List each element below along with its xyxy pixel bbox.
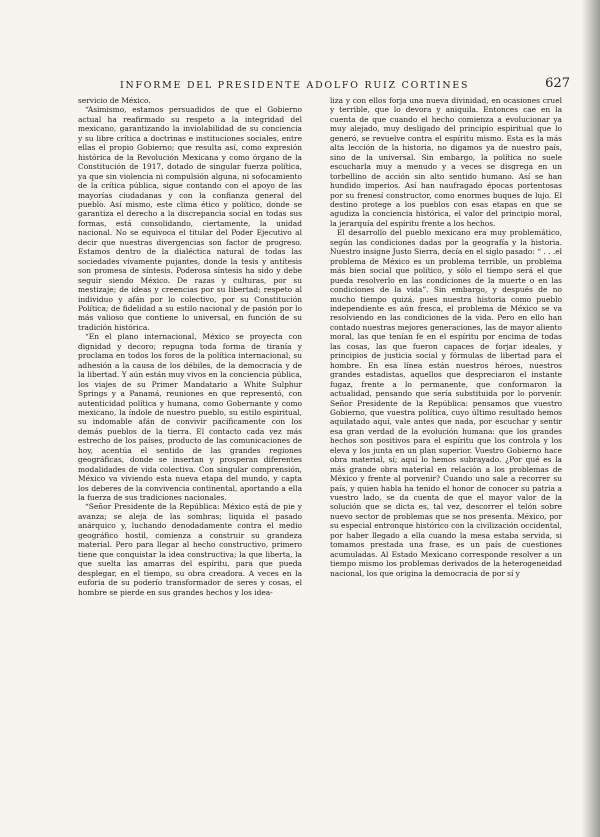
- paragraph: servicio de México.: [78, 96, 151, 105]
- paragraph: “Señor Presidente de la República: México está de pie y avanza; se aleja de las sombras; liquida el pasado anárquico y, luchando denodadamente contra el medio geográfico hostil, comienza a construir su grandeza material. Pero para llegar al hecho constructivo, primero tiene que conquistar la idea constructiva; la que liberta, la que suelta las amarras del espíritu, para que pueda desplegar, en el tiempo, su obra creadora. A veces en la euforia de su poderío transformador de seres y cosas, el hombre se pierde en sus grandes hechos y los idea-: [78, 502, 302, 597]
- paragraph: “Asimismo, estamos persuadidos de que el Gobierno actual ha reafirmado su respeto a la integridad del mexicano, garantizando la inviolabilidad de su conciencia y su libre crítica a doctrinas e instituciones sociales, entre ellas el propio Gobierno; que resulta así, como expresión histórica de la Revolución Mexicana y como órgano de la Constitución de 1917, dotado de singular fuerza política, ya que sin violencia ni compulsión alguna, ni sofocamiento de la crítica pública, sigue contando con el apoyo de las mayorías ciudadanas y con la confianza general del pueblo. Así mismo, este clima ético y político, donde se garantiza el derecho a la discrepancia social en todas sus formas, está consolidando, ciertamente, la unidad nacional. No se equivoca el titular del Poder Ejecutivo al decir que nuestras divergencias son factor de progreso. Estamos dentro de la dialéctica natural de todas las sociedades vivamente pujantes, donde la tesis y antítesis son promesa de síntesis. Poderosa síntesis ha sido y debe seguir siendo México. De razas y culturas, por su mestizaje; de ideas y creencias por su libertad; respeto al individuo y afán por lo colectivo, por su Constitución Política; de fidelidad a su estilo nacional y de pasión por lo más valioso que contiene lo universal, en función de su tradición histórica.: [78, 105, 302, 332]
- paragraph: El desarrollo del pueblo mexicano era muy problemático, según las condiciones dadas por la geografía y la historia. Nuestro insigne Justo Sierra, decía en el siglo pasado: “ . . .el problema de México es un problema terrible, un problema más bien social que político, y sólo el tiempo será el que pueda resolverlo en las condiciones de la muerte o en las condiciones de la vida”. Sin embargo, y después de no mucho tiempo quizá, pues nuestra historia como pueblo independiente es aún fresca, el problema de México se va resolviendo en las condiciones de la vida. Pero en ello han contado nuestras mejores generaciones, las de mayor aliento moral, las que tenían fe en el espíritu por encima de todas las cosas, las que fueron capaces de forjar ideales, y principios de justicia social y fórmulas de libertad para el hombre. En esa línea están nuestros héroes, nuestros grandes estadistas, aquellos que despreciaron el instante fugaz, frente a lo permanente, que conformaron la actualidad, pensando que sería substituida por lo porvenir. Señor Presidente de la República: pensamos que vuestro Gobierno, que vuestra política, cuyo último resultado hemos aquilatado aquí, vale antes que nada, por escuchar y sentir esa gran verdad de la evolución humana: que los grandes hechos son positivos para el espíritu que los controla y los eleva y los junta en un plan superior. Vuestro Gobierno hace obra material, sí; aquí lo hemos subrayado. ¿Por qué es la más grande obra material en relación a los problemas de México y frente al porvenir? Cuando uno sale a recorrer su país, y quien habla ha tenido el honor de conocer su patria a vuestro lado, se da cuenta de que el mayor valor de la solución que se dicta es, tal vez, descorrer el telón sobre nuevo sector de problemas que se nos presenta. México, por su especial entronque histórico con la civilización occidental, por haber llegado a ella cuando la mesa estaba servida, si tomamos prestada una frase, es un país de cuestiones acumuladas. Al Estado Mexicano corresponde resolver a un tiempo mismo los problemas derivados de la heterogeneidad nacional, los que origina la democracia de por sí y: [330, 228, 562, 578]
- left-column: [78, 96, 302, 597]
- page-number: 627: [545, 76, 570, 91]
- paragraph: “En el plano internacional, México se proyecta con dignidad y decoro; repugna toda forma de tiranía y proclama en todos los foros de la política internacional, su adhesión a la causa de los débiles, de la democracia y de la libertad. Y aún están muy vivos en la conciencia pública, los viajes de su Primer Mandatario a White Sulphur Springs y a Panamá, reuniones en que representó, con autenticidad política y humana, como Gobernante y como mexicano, la índole de nuestro pueblo, su estilo espiritual, su indomable afán de convivir pacíficamente con los demás pueblos de la tierra. El contacto cada vez más estrecho de los países, producto de las comunicaciones de hoy, acentúa el sentido de las grandes regiones geográficas, donde se insertan y prosperan diferentes modalidades de vida colectiva. Con singular comprensión, México va viviendo esta nueva etapa del mundo, y capta los deberes de la convivencia continental, aportando a ella la fuerza de sus tradiciones nacionales.: [78, 332, 302, 503]
- scan-edge-shadow: [582, 0, 600, 837]
- right-column: [330, 96, 562, 578]
- running-title: INFORME DEL PRESIDENTE ADOLFO RUIZ CORTINES: [120, 80, 470, 91]
- paragraph: liza y con ellos forja una nueva divinidad, en ocasiones cruel y terrible, que lo devora y aniquila. Entonces cae en la cuenta de que cuando el hecho comienza a evolucionar ya muy alejado, muy desligado del principio espiritual que lo generó, se revuelve contra el espíritu mismo. Esta es la más alta lección de la historia, no digamos ya de nuestro país, sino de la universal. Sin embargo, la política no suele escucharla muy a menudo y a veces se disgrega en un torbellino de acción sin alto sentido humano. Así se han hundido imperios. Así han naufragado épocas portentosas por su frenesí constructor, como enormes buques de lujo. El destino protege a los pueblos con esas etapas en que se agudiza la conciencia histórica, el valor del principio moral, la jerarquía del espíritu frente a los hechos.: [330, 96, 562, 228]
